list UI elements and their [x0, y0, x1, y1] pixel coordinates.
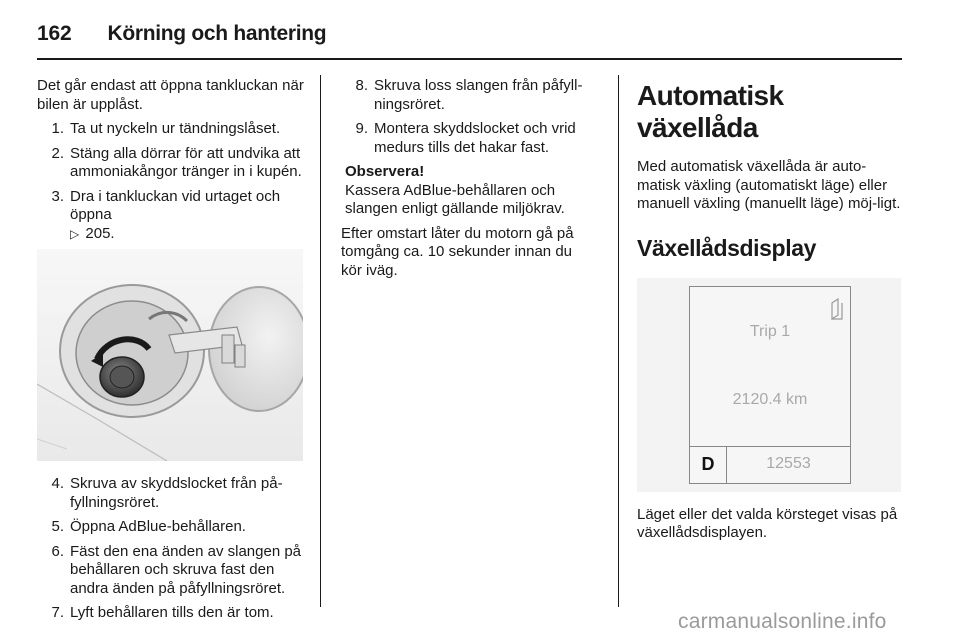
step-number: 3.: [51, 187, 64, 205]
steps-list-b: [37, 475, 305, 623]
step-number: 4.: [51, 475, 64, 492]
note-text: Kassera AdBlue-behållaren och slangen enligt gällande miljökrav.: [345, 181, 565, 217]
section-heading: Automatisk växellåda: [637, 80, 784, 143]
trip-distance: 2120.4 km: [732, 390, 808, 408]
steps-list-a: [37, 120, 305, 243]
step-text: Montera skyddslocket och vrid medurs tills det hakar fast.: [374, 120, 576, 156]
column-3: [637, 77, 903, 543]
odometer-value: 12553: [766, 455, 811, 473]
step-number: 2.: [51, 144, 64, 162]
gear-position: D: [690, 447, 727, 483]
step-number: 5.: [51, 518, 64, 535]
list-item: [37, 604, 305, 623]
list-item: [37, 543, 305, 599]
list-item: [37, 518, 305, 537]
gear-indicator-icon: [830, 298, 844, 320]
page-header: [37, 16, 326, 52]
restart-paragraph: Efter omstart låter du motorn gå på tomgång ca. 10 sekunder innan du kör iväg.: [341, 224, 574, 279]
step-number: 1.: [51, 120, 64, 137]
section-title: Körning och hantering: [107, 22, 327, 45]
transmission-intro: Med automatisk växellåda är auto-matisk växling (automatiskt läge) eller manuell växling (manuellt läge) möj-ligt.: [637, 158, 901, 212]
step-number: 6.: [51, 542, 64, 560]
column-divider-2: [618, 75, 619, 607]
column-2: [341, 77, 593, 280]
steps-list-c: [341, 77, 593, 157]
step-number: 8.: [355, 77, 368, 94]
column-1: [37, 77, 305, 629]
step-text: Lyft behållaren tills den är tom.: [70, 604, 274, 621]
watermark: carmanualsonline.info: [678, 610, 887, 633]
list-item: [37, 475, 305, 512]
subsection-heading: Växellådsdisplay: [637, 234, 816, 261]
step-text: Ta ut nyckeln ur tändningslåset.: [70, 120, 281, 137]
column-divider-1: [320, 75, 321, 607]
intro-paragraph: Det går endast att öppna tankluckan när bilen är upplåst.: [37, 77, 304, 113]
step-text-content: Dra i tankluckan vid urtaget och öppna: [70, 187, 281, 223]
list-item: [37, 145, 305, 182]
note-label: Observera!: [345, 163, 425, 180]
step-text: Skruva loss slangen från påfyll-ningsröret.: [374, 77, 583, 113]
transmission-display: [689, 286, 851, 484]
step-text: [70, 188, 305, 244]
note-box: [341, 163, 593, 219]
step-text: Fäst den ena änden av slangen på behållaren och skruva fast den andra änden på påfyllningsröret.: [70, 542, 302, 597]
fuel-filler-photo: [37, 249, 303, 461]
transmission-display-illustration: [637, 278, 901, 492]
step-number: 9.: [355, 120, 368, 137]
step-text: Skruva av skyddslocket från på-fyllningsröret.: [70, 475, 283, 511]
page-number: 162: [37, 22, 72, 45]
step-number: 7.: [51, 604, 64, 621]
list-item: [341, 77, 593, 114]
page-reference-icon: ▷: [70, 226, 80, 241]
header-rule: [37, 58, 902, 60]
fuel-filler-illustration: [37, 249, 303, 461]
page-reference-link[interactable]: 205.: [85, 224, 115, 242]
list-item: [37, 188, 305, 244]
trip-label: Trip 1: [749, 322, 791, 340]
list-item: [37, 120, 305, 139]
list-item: [341, 120, 593, 157]
step-text: Stäng alla dörrar för att undvika att ammoniakångor tränger in i kupén.: [70, 144, 302, 180]
display-caption: Läget eller det valda körsteget visas på växellådsdisplayen.: [637, 505, 898, 541]
step-text: Öppna AdBlue-behållaren.: [70, 518, 246, 535]
display-bottom-row: [690, 446, 850, 483]
